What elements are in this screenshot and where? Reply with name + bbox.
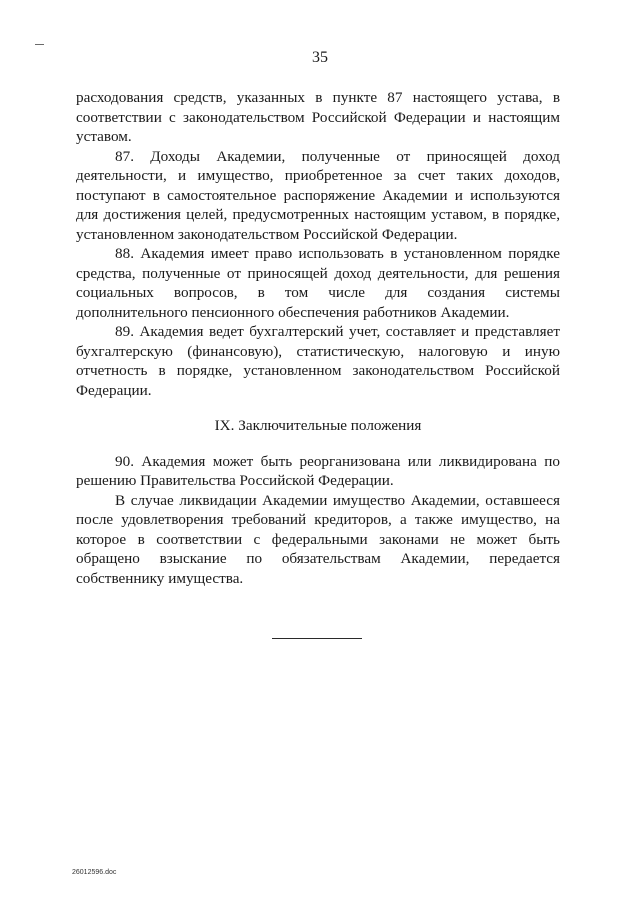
scan-corner-mark — [35, 44, 44, 45]
document-body — [76, 88, 560, 588]
section-heading: IX. Заключительные положения — [214, 417, 422, 434]
paragraph-90: 90. Академия может быть реорганизована или ликвидирована по решению Правительства Российской Федерации. — [76, 452, 560, 489]
paragraph-87: 87. Доходы Академии, полученные от приносящей доход деятельности, и имущество, приобретенное за счет таких доходов, поступают в самостоятельное распоряжение Академии и используются для достижения целей, предусмотренных настоящим уставом, в порядке, установленном законодательством Российской Федерации. — [76, 147, 560, 243]
page-number: 35 — [312, 49, 328, 66]
paragraph-88: 88. Академия имеет право использовать в установленном порядке средства, полученные от приносящей доход деятельности, для решения социальных вопросов, в том числе для создания системы дополнительного пенсионного обеспечения работников Академии. — [76, 245, 560, 321]
paragraph-89: 89. Академия ведет бухгалтерский учет, составляет и представляет бухгалтерскую (финансовую), статистическую, налоговую и иную отчетность в порядке, установленном законодательством Российской Федерации. — [76, 323, 560, 399]
footer-filename: 26012596.doc — [72, 869, 117, 876]
paragraph-continuation: расходования средств, указанных в пункте 87 настоящего устава, в соответствии с законодательством Российской Федерации и настоящим уставом. — [76, 89, 560, 145]
end-of-text-rule — [272, 638, 362, 639]
paragraph-liquidation: В случае ликвидации Академии имущество Академии, оставшееся после удовлетворения требований кредиторов, а также имущество, на которое в соответствии с федеральными законами не может быть обращено взыскание по обязательствам Академии, передается собственнику имущества. — [76, 491, 560, 587]
